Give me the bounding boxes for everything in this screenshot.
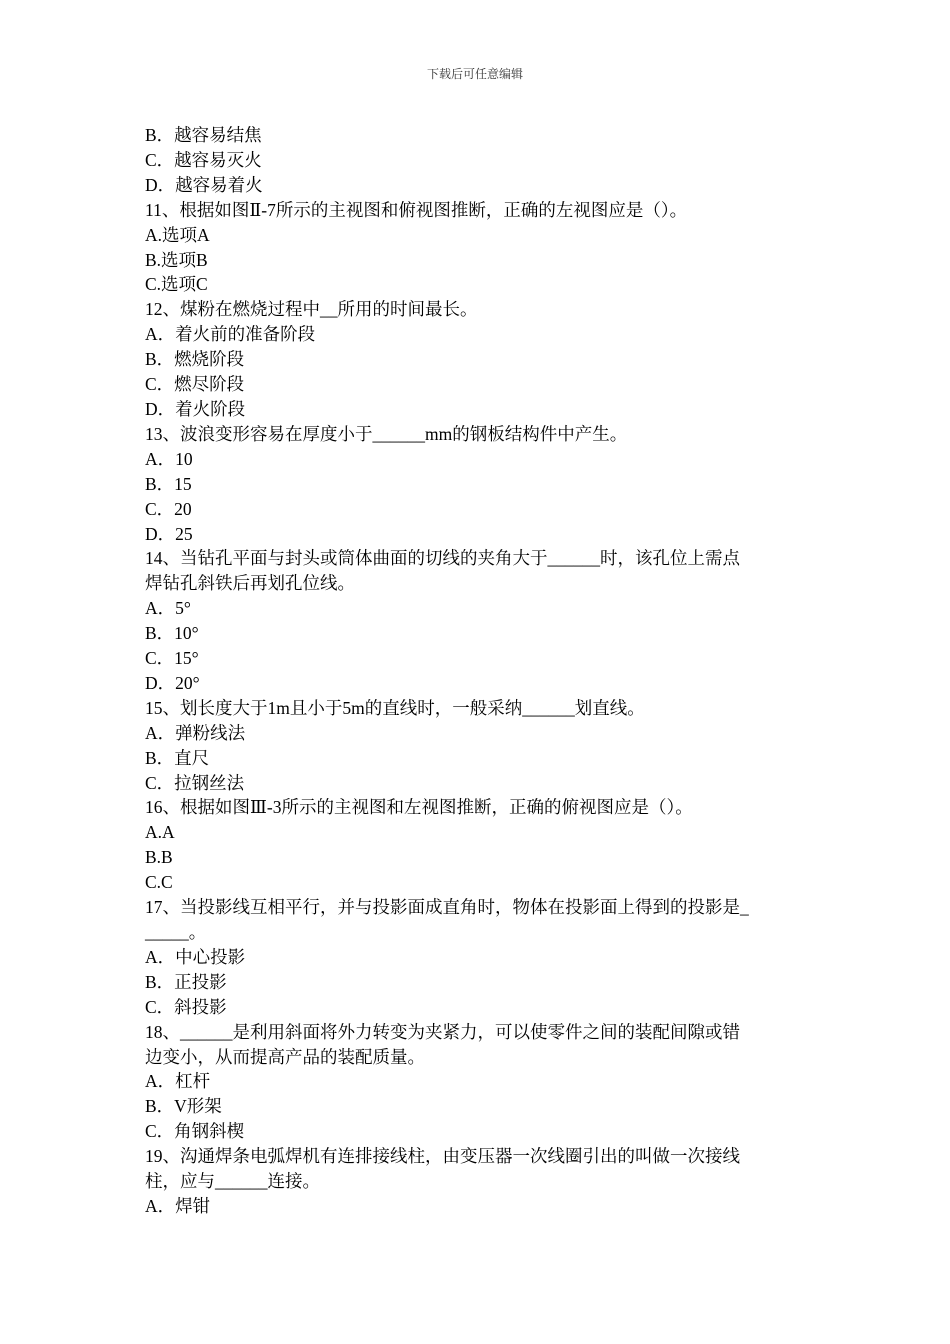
text-line: 边变小，从而提高产品的装配质量。 — [145, 1046, 425, 1067]
text-line: C．15° — [145, 648, 199, 669]
text-line: A．杠杆 — [145, 1071, 211, 1092]
text-line: C．20 — [145, 498, 192, 519]
text-line: D．20° — [145, 672, 200, 693]
text-line: 19、沟通焊条电弧焊机有连排接线柱，由变压器一次线圈引出的叫做一次接线 — [145, 1146, 740, 1167]
text-line: 18、______是利用斜面将外力转变为夹紧力，可以使零件之间的装配间隙或错 — [145, 1021, 740, 1042]
text-line: C.选项C — [145, 274, 208, 295]
text-line: D．越容易着火 — [145, 174, 263, 195]
text-line: B.选项B — [145, 249, 208, 270]
text-line: C．拉钢丝法 — [145, 772, 245, 793]
text-line: 焊钻孔斜铁后再划孔位线。 — [145, 573, 355, 594]
text-line: A．5° — [145, 598, 191, 619]
text-line: B．越容易结焦 — [145, 125, 262, 145]
text-line: C.C — [145, 872, 173, 893]
text-line: B．直尺 — [145, 747, 210, 768]
text-line: 12、煤粉在燃烧过程中__所用的时间最长。 — [145, 299, 478, 320]
text-line: A.选项A — [145, 224, 210, 245]
text-line: A.A — [145, 822, 175, 843]
text-line: 11、根据如图Ⅱ-7所示的主视图和俯视图推断，正确的左视图应是（）。 — [145, 199, 688, 220]
text-line: D．着火阶段 — [145, 398, 246, 419]
document-body — [145, 123, 810, 1219]
text-line: C．角钢斜楔 — [145, 1121, 245, 1142]
text-line: 17、当投影线互相平行，并与投影面成直角时，物体在投影面上得到的投影是_ — [145, 897, 749, 918]
page-header: 下载后可任意编辑 — [426, 67, 523, 81]
text-line: A．着火前的准备阶段 — [145, 324, 316, 345]
text-line: A．10 — [145, 448, 193, 469]
text-line: 13、波浪变形容易在厚度小于______mm的钢板结构件中产生。 — [145, 423, 628, 444]
text-line: A．弹粉线法 — [145, 722, 246, 743]
text-line: C．越容易灭火 — [145, 149, 262, 170]
text-line: B．正投影 — [145, 971, 227, 992]
text-line: C．斜投影 — [145, 996, 227, 1017]
text-line: A．焊钳 — [145, 1195, 211, 1216]
text-line: B．V形架 — [145, 1096, 222, 1117]
text-line: B．燃烧阶段 — [145, 349, 245, 370]
text-line: A．中心投影 — [145, 946, 246, 967]
text-line: B．10° — [145, 623, 199, 644]
text-line: 15、划长度大于1m且小于5m的直线时，一般采纳______划直线。 — [145, 697, 645, 718]
text-line: B．15 — [145, 473, 192, 494]
text-line: _____。 — [145, 922, 207, 942]
text-line: 16、根据如图Ⅲ-3所示的主视图和左视图推断，正确的俯视图应是（）。 — [145, 797, 693, 818]
text-line: 14、当钻孔平面与封头或筒体曲面的切线的夹角大于______时，该孔位上需点 — [145, 548, 740, 569]
text-line: 柱，应与______连接。 — [145, 1171, 320, 1192]
text-line: D．25 — [145, 523, 193, 544]
text-line: B.B — [145, 847, 173, 868]
text-line: C．燃尽阶段 — [145, 374, 245, 395]
